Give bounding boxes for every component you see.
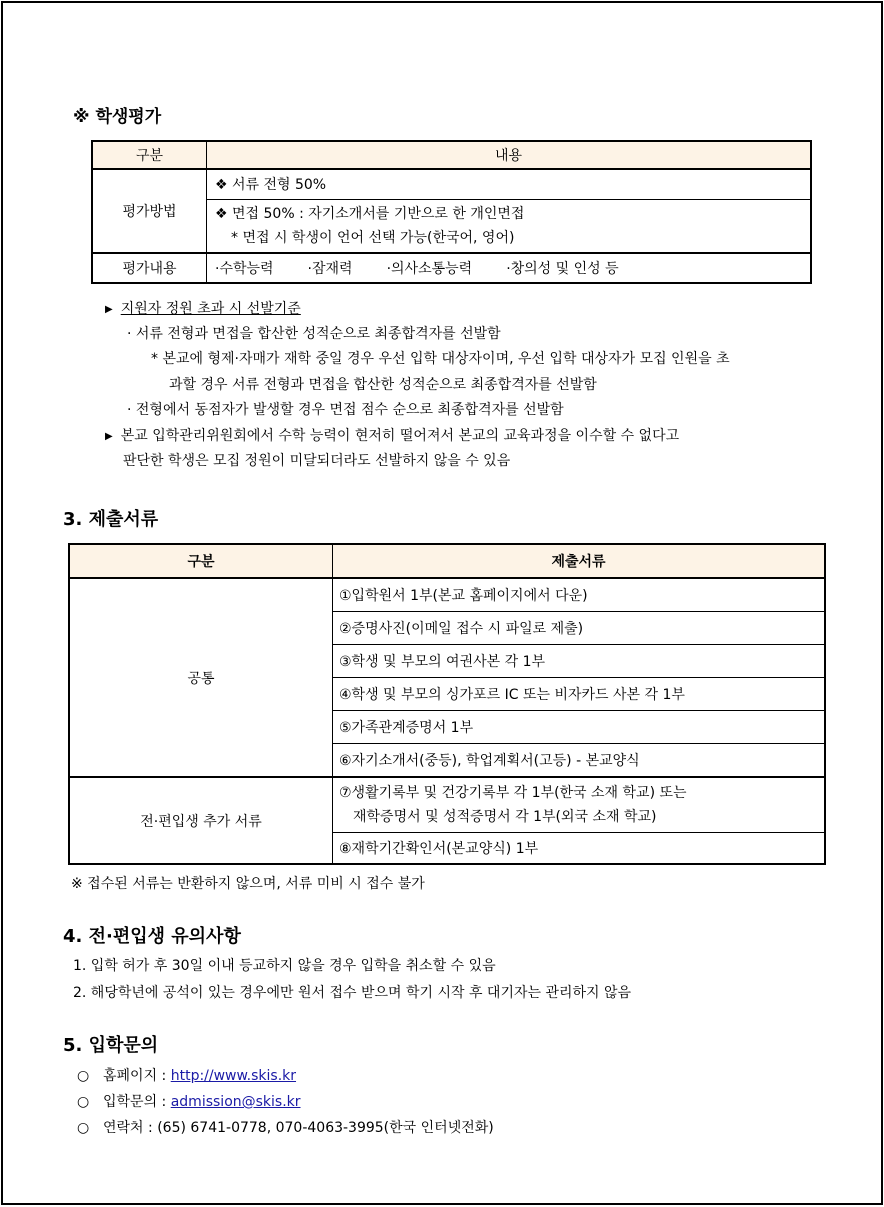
docs-note: ※ 접수된 서류는 반환하지 않으며, 서류 미비 시 접수 불가 [71,876,425,892]
eval-table-header [92,141,811,169]
eval-header-category: 구분 [92,141,207,169]
docs-table-header [69,544,825,578]
committee-text-a: 본교 입학관리위원회에서 수학 능력이 현저히 떨어져서 본교의 교육과정을 이수할 수 없다고 [120,428,680,444]
docs-transfer-item-7 [333,777,826,833]
triangle-bullet-icon: ▶ [105,431,113,442]
criteria-1-sub-a: * 본교에 형제·자매가 재학 중일 경우 우선 입학 대상자이며, 우선 입학 대상자가 모집 인원을 초 [151,351,730,367]
criteria-1: · 서류 전형과 면접을 합산한 성적순으로 최종합격자를 선발함 [127,326,501,342]
transfer-item: 1. 입학 허가 후 30일 이내 등교하지 않을 경우 입학을 취소할 수 있음 [73,958,496,974]
criteria-title-line [105,299,301,321]
docs-common-item: ⑤가족관계증명서 1부 [333,711,826,744]
eval-content-item: ·의사소통능력 [386,261,473,277]
docs-common-item: ①입학원서 1부(본교 홈페이지에서 다운) [333,578,826,612]
eval-method-interview-cell [207,199,812,253]
criteria-1-sub-b: 과할 경우 서류 전형과 면접을 합산한 성적순으로 최종합격자를 선발함 [169,377,597,393]
phone-numbers: (65) 6741-0778, 070-4063-3995(한국 인터넷전화) [157,1120,494,1136]
circle-bullet-icon: ○ [77,1068,90,1084]
contact-homepage-line [77,1066,296,1086]
eval-section-title: ※ 학생평가 [73,107,162,127]
transfer-section-title: 4. 전·편입생 유의사항 [63,926,241,947]
docs-header-category: 구분 [69,544,333,578]
docs-common-item: ②증명사진(이메일 접수 시 파일로 제출) [333,612,826,645]
contact-phone-line [77,1118,494,1138]
criteria-2: · 전형에서 동점자가 발생할 경우 면접 점수 순으로 최종합격자를 선발함 [127,402,564,418]
homepage-link[interactable]: http://www.skis.kr [170,1068,297,1084]
transfer-item: 2. 해당학년에 공석이 있는 경우에만 원서 접수 받으며 학기 시작 후 대기자는 관리하지 않음 [73,985,632,1001]
docs-transfer-label: 전·편입생 추가 서류 [69,777,333,864]
document-page [1,1,883,1205]
criteria-title: 지원자 정원 초과 시 선발기준 [120,301,301,317]
committee-line-a [105,426,679,448]
email-label: 입학문의 : [103,1094,171,1110]
eval-content-cell [207,253,812,283]
docs-transfer-item-7a: ⑦생활기록부 및 건강기록부 각 1부(한국 소재 학교) 또는 [339,785,687,801]
phone-label: 연락처 : [103,1120,158,1136]
eval-method-interview-note: * 면접 시 학생이 언어 선택 가능(한국어, 영어) [231,229,515,246]
docs-common-item: ③학생 및 부모의 여권사본 각 1부 [333,645,826,678]
docs-transfer-item-8: ⑧재학기간확인서(본교양식) 1부 [333,833,826,865]
docs-transfer-item-7b: 재학증명서 및 성적증명서 각 1부(외국 소재 학교) [353,809,657,825]
docs-common-label: 공통 [69,578,333,777]
eval-header-content: 내용 [207,141,812,169]
committee-line-b: 판단한 학생은 모집 정원이 미달되더라도 선발하지 않을 수 있음 [123,453,511,469]
eval-method-document: ❖ 서류 전형 50% [207,169,812,199]
contact-email-line [77,1092,301,1112]
eval-content-item: ·수학능력 [215,261,274,277]
contact-section-title: 5. 입학문의 [63,1035,159,1056]
homepage-label: 홈페이지 : [103,1068,171,1084]
eval-content-item: ·잠재력 [307,261,353,277]
circle-bullet-icon: ○ [77,1094,90,1110]
eval-method-label: 평가방법 [92,169,207,253]
docs-common-item: ④학생 및 부모의 싱가포르 IC 또는 비자카드 사본 각 1부 [333,678,826,711]
eval-content-item: ·창의성 및 인성 등 [506,261,619,277]
eval-table [91,140,812,284]
eval-method-interview: ❖ 면접 50% : 자기소개서를 기반으로 한 개인면접 [215,205,525,222]
triangle-bullet-icon: ▶ [105,304,113,315]
docs-section-title: 3. 제출서류 [63,509,159,530]
docs-common-item: ⑥자기소개서(중등), 학업계획서(고등) - 본교양식 [333,744,826,778]
eval-content-label: 평가내용 [92,253,207,283]
docs-table [68,543,826,865]
circle-bullet-icon: ○ [77,1120,90,1136]
docs-header-documents: 제출서류 [333,544,826,578]
email-link[interactable]: admission@skis.kr [170,1094,301,1110]
